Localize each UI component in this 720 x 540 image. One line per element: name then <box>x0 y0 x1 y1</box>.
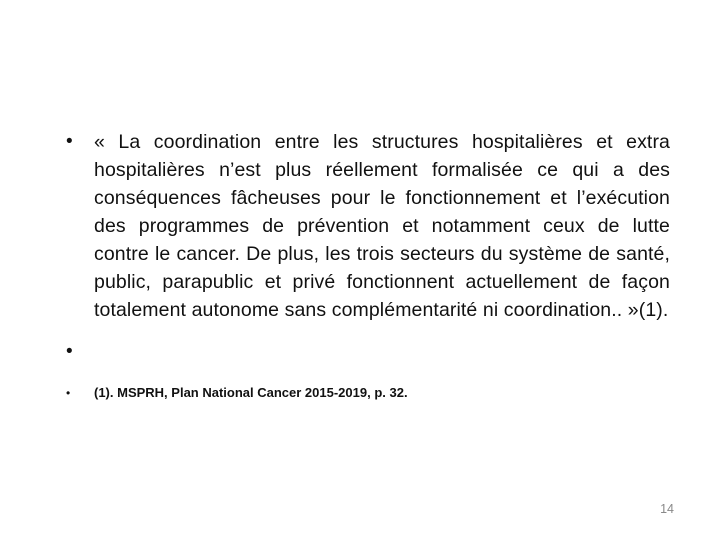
bullet-icon: • <box>66 386 71 400</box>
slide-page-number: 14 <box>660 502 674 516</box>
quote-paragraph: « La coordination entre les structures hospitalières et extra hospitalières n’est plus réellement formalisée ce qui a des conséquences fâcheuses pour le fonctionnement et l’exécution des programmes de prévention et notamment ceux de lutte contre le cancer. De plus, les trois secteurs du système de santé, public, parapublic et privé fonctionnent actuellement de façon totalement autonome sans complémentarité ni coordination.. »(1). <box>94 131 670 321</box>
citation-text: (1). MSPRH, Plan National Cancer 2015-2019, p. 32. <box>94 385 408 400</box>
bullet-icon: • <box>66 341 73 362</box>
bullet-icon: • <box>66 131 73 152</box>
quote-bullet-item <box>66 128 670 324</box>
empty-bullet-item <box>66 338 670 366</box>
slide-body <box>66 128 670 402</box>
citation-bullet-item <box>66 384 670 402</box>
